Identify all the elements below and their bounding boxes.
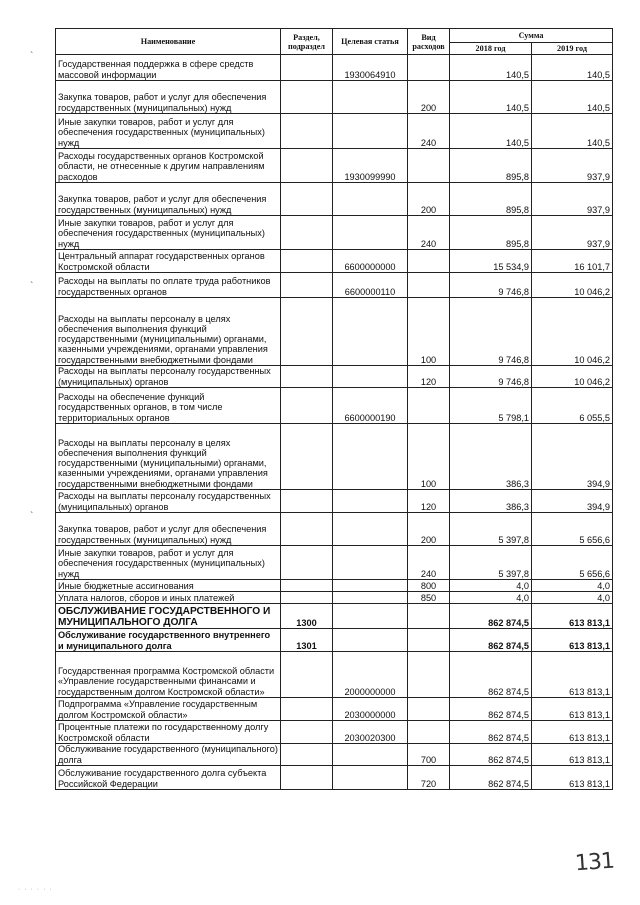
row-value-2018: 862 874,5 xyxy=(450,721,532,744)
header-section: Раздел, подраздел xyxy=(281,29,333,55)
header-sum: Сумма xyxy=(450,29,613,43)
row-name: Расходы на обеспечение функций государственных органов, в том числе территориальных органов xyxy=(56,388,281,424)
table-row xyxy=(56,604,613,629)
row-type xyxy=(408,149,450,183)
row-value-2018: 5 397,8 xyxy=(450,546,532,580)
row-section xyxy=(281,250,333,273)
row-type xyxy=(408,629,450,652)
row-value-2018: 895,8 xyxy=(450,216,532,250)
row-section: 1301 xyxy=(281,629,333,652)
row-value-2019: 613 813,1 xyxy=(532,604,613,629)
row-value-2018: 386,3 xyxy=(450,490,532,513)
row-value-2018: 862 874,5 xyxy=(450,629,532,652)
row-type xyxy=(408,388,450,424)
row-value-2019: 10 046,2 xyxy=(532,273,613,298)
row-type xyxy=(408,250,450,273)
row-value-2019: 6 055,5 xyxy=(532,388,613,424)
row-value-2019: 937,9 xyxy=(532,183,613,216)
header-type: Вид расходов xyxy=(408,29,450,55)
row-type: 200 xyxy=(408,513,450,546)
header-name: Наименование xyxy=(56,29,281,55)
row-value-2018: 4,0 xyxy=(450,592,532,604)
table-row xyxy=(56,149,613,183)
row-section xyxy=(281,388,333,424)
row-target: 2030020300 xyxy=(333,721,408,744)
row-type: 850 xyxy=(408,592,450,604)
row-name: Процентные платежи по государственному долгу Костромской области xyxy=(56,721,281,744)
row-value-2018: 862 874,5 xyxy=(450,744,532,766)
table-row xyxy=(56,298,613,366)
row-section xyxy=(281,216,333,250)
row-section: 1300 xyxy=(281,604,333,629)
row-target xyxy=(333,424,408,490)
row-value-2018: 895,8 xyxy=(450,183,532,216)
row-value-2019: 16 101,7 xyxy=(532,250,613,273)
row-value-2019: 613 813,1 xyxy=(532,652,613,698)
row-value-2018: 9 746,8 xyxy=(450,366,532,388)
row-name: Обслуживание государственного долга субъекта Российской Федерации xyxy=(56,766,281,790)
row-target xyxy=(333,604,408,629)
row-section xyxy=(281,766,333,790)
row-value-2019: 937,9 xyxy=(532,149,613,183)
row-value-2019: 613 813,1 xyxy=(532,629,613,652)
row-value-2018: 5 397,8 xyxy=(450,513,532,546)
row-value-2019: 5 656,6 xyxy=(532,546,613,580)
table-row xyxy=(56,580,613,592)
row-type xyxy=(408,721,450,744)
scan-mark: ` xyxy=(30,281,34,292)
row-target xyxy=(333,744,408,766)
row-value-2019: 394,9 xyxy=(532,424,613,490)
row-section xyxy=(281,490,333,513)
row-name: Закупка товаров, работ и услуг для обеспечения государственных (муниципальных) нужд xyxy=(56,81,281,114)
row-section xyxy=(281,81,333,114)
header-target: Целевая статья xyxy=(333,29,408,55)
row-type xyxy=(408,273,450,298)
row-name: Уплата налогов, сборов и иных платежей xyxy=(56,592,281,604)
row-type: 720 xyxy=(408,766,450,790)
row-type: 200 xyxy=(408,81,450,114)
table-row xyxy=(56,766,613,790)
row-name: Расходы государственных органов Костромской области, не отнесенные к другим направлениям расходов xyxy=(56,149,281,183)
row-name: ОБСЛУЖИВАНИЕ ГОСУДАРСТВЕННОГО И МУНИЦИПАЛЬНОГО ДОЛГА xyxy=(56,604,281,629)
row-name: Расходы на выплаты по оплате труда работников государственных органов xyxy=(56,273,281,298)
row-value-2019: 10 046,2 xyxy=(532,298,613,366)
row-value-2019: 394,9 xyxy=(532,490,613,513)
row-type: 700 xyxy=(408,744,450,766)
scan-mark: ` xyxy=(30,511,34,522)
row-name: Центральный аппарат государственных органов Костромской области xyxy=(56,250,281,273)
table-row xyxy=(56,114,613,149)
row-section xyxy=(281,546,333,580)
row-value-2018: 895,8 xyxy=(450,149,532,183)
row-target xyxy=(333,629,408,652)
row-name: Иные бюджетные ассигнования xyxy=(56,580,281,592)
budget-table xyxy=(55,28,613,790)
row-value-2018: 140,5 xyxy=(450,55,532,81)
table-row xyxy=(56,490,613,513)
row-value-2018: 862 874,5 xyxy=(450,604,532,629)
row-section xyxy=(281,273,333,298)
row-name: Государственная поддержка в сфере средств массовой информации xyxy=(56,55,281,81)
row-value-2018: 9 746,8 xyxy=(450,298,532,366)
row-name: Закупка товаров, работ и услуг для обеспечения государственных (муниципальных) нужд xyxy=(56,513,281,546)
row-type: 120 xyxy=(408,366,450,388)
row-type xyxy=(408,698,450,721)
row-section xyxy=(281,592,333,604)
row-value-2019: 140,5 xyxy=(532,81,613,114)
row-target xyxy=(333,114,408,149)
row-value-2018: 862 874,5 xyxy=(450,698,532,721)
row-section xyxy=(281,114,333,149)
row-type: 100 xyxy=(408,424,450,490)
row-type xyxy=(408,604,450,629)
row-type: 120 xyxy=(408,490,450,513)
row-value-2019: 10 046,2 xyxy=(532,366,613,388)
header-2019: 2019 год xyxy=(532,43,613,55)
table-row xyxy=(56,388,613,424)
row-section xyxy=(281,183,333,216)
row-target xyxy=(333,298,408,366)
row-section xyxy=(281,698,333,721)
row-target: 1930099990 xyxy=(333,149,408,183)
row-target xyxy=(333,490,408,513)
table-row xyxy=(56,652,613,698)
row-value-2019: 140,5 xyxy=(532,114,613,149)
row-value-2019: 613 813,1 xyxy=(532,744,613,766)
row-value-2018: 9 746,8 xyxy=(450,273,532,298)
row-name: Иные закупки товаров, работ и услуг для обеспечения государственных (муниципальных) нужд xyxy=(56,114,281,149)
row-name: Расходы на выплаты персоналу в целях обеспечения выполнения функций государственными (муниципальными) органами, казенными учреждениями, органами управления государственными внебюджетными фондами xyxy=(56,298,281,366)
row-target xyxy=(333,81,408,114)
row-section xyxy=(281,721,333,744)
row-name: Подпрограмма «Управление государственным долгом Костромской области» xyxy=(56,698,281,721)
row-section xyxy=(281,652,333,698)
row-target: 6600000110 xyxy=(333,273,408,298)
row-value-2018: 140,5 xyxy=(450,81,532,114)
row-section xyxy=(281,366,333,388)
row-name: Обслуживание государственного (муниципального) долга xyxy=(56,744,281,766)
row-type xyxy=(408,55,450,81)
table-row xyxy=(56,250,613,273)
row-target xyxy=(333,366,408,388)
table-row xyxy=(56,273,613,298)
row-value-2019: 4,0 xyxy=(532,580,613,592)
row-value-2018: 4,0 xyxy=(450,580,532,592)
row-name: Расходы на выплаты персоналу в целях обеспечения выполнения функций государственными (муниципальными) органами, казенными учреждениями, органами управления государственными внебюджетными фондами xyxy=(56,424,281,490)
row-value-2018: 862 874,5 xyxy=(450,652,532,698)
row-type: 800 xyxy=(408,580,450,592)
row-value-2019: 937,9 xyxy=(532,216,613,250)
row-type xyxy=(408,652,450,698)
table-row xyxy=(56,698,613,721)
row-type: 200 xyxy=(408,183,450,216)
row-value-2019: 140,5 xyxy=(532,55,613,81)
row-target: 2000000000 xyxy=(333,652,408,698)
row-section xyxy=(281,744,333,766)
scan-mark: · · · · · · xyxy=(18,886,53,893)
row-type: 240 xyxy=(408,216,450,250)
row-target xyxy=(333,183,408,216)
row-section xyxy=(281,580,333,592)
row-value-2018: 15 534,9 xyxy=(450,250,532,273)
table-row xyxy=(56,721,613,744)
row-name: Обслуживание государственного внутреннего и муниципального долга xyxy=(56,629,281,652)
row-name: Иные закупки товаров, работ и услуг для обеспечения государственных (муниципальных) нужд xyxy=(56,216,281,250)
row-value-2019: 4,0 xyxy=(532,592,613,604)
table-body xyxy=(56,55,613,790)
row-target: 6600000190 xyxy=(333,388,408,424)
table-row xyxy=(56,592,613,604)
table-row xyxy=(56,55,613,81)
row-target xyxy=(333,580,408,592)
row-target: 6600000000 xyxy=(333,250,408,273)
table-row xyxy=(56,546,613,580)
table-row xyxy=(56,183,613,216)
row-section xyxy=(281,55,333,81)
row-value-2018: 5 798,1 xyxy=(450,388,532,424)
row-target: 2030000000 xyxy=(333,698,408,721)
table-row xyxy=(56,513,613,546)
row-type: 240 xyxy=(408,114,450,149)
row-section xyxy=(281,298,333,366)
row-value-2018: 140,5 xyxy=(450,114,532,149)
row-value-2018: 386,3 xyxy=(450,424,532,490)
row-value-2019: 613 813,1 xyxy=(532,698,613,721)
row-target xyxy=(333,216,408,250)
header-2018: 2018 год xyxy=(450,43,532,55)
row-section xyxy=(281,149,333,183)
row-name: Иные закупки товаров, работ и услуг для обеспечения государственных (муниципальных) нужд xyxy=(56,546,281,580)
table-row xyxy=(56,216,613,250)
row-section xyxy=(281,424,333,490)
row-name: Государственная программа Костромской области «Управление государственными финансами и государственным долгом Костромской области» xyxy=(56,652,281,698)
table-row xyxy=(56,629,613,652)
row-target xyxy=(333,766,408,790)
row-name: Расходы на выплаты персоналу государственных (муниципальных) органов xyxy=(56,366,281,388)
page-number: 131 xyxy=(574,848,615,877)
row-target xyxy=(333,592,408,604)
row-type: 240 xyxy=(408,546,450,580)
row-name: Расходы на выплаты персоналу государственных (муниципальных) органов xyxy=(56,490,281,513)
row-value-2019: 5 656,6 xyxy=(532,513,613,546)
row-value-2019: 613 813,1 xyxy=(532,721,613,744)
row-value-2019: 613 813,1 xyxy=(532,766,613,790)
row-value-2018: 862 874,5 xyxy=(450,766,532,790)
scan-mark: ` xyxy=(30,51,34,62)
table-row xyxy=(56,424,613,490)
row-target xyxy=(333,513,408,546)
row-section xyxy=(281,513,333,546)
table-row xyxy=(56,81,613,114)
row-name: Закупка товаров, работ и услуг для обеспечения государственных (муниципальных) нужд xyxy=(56,183,281,216)
table-row xyxy=(56,744,613,766)
row-target: 1930064910 xyxy=(333,55,408,81)
table-row xyxy=(56,366,613,388)
row-type: 100 xyxy=(408,298,450,366)
row-target xyxy=(333,546,408,580)
